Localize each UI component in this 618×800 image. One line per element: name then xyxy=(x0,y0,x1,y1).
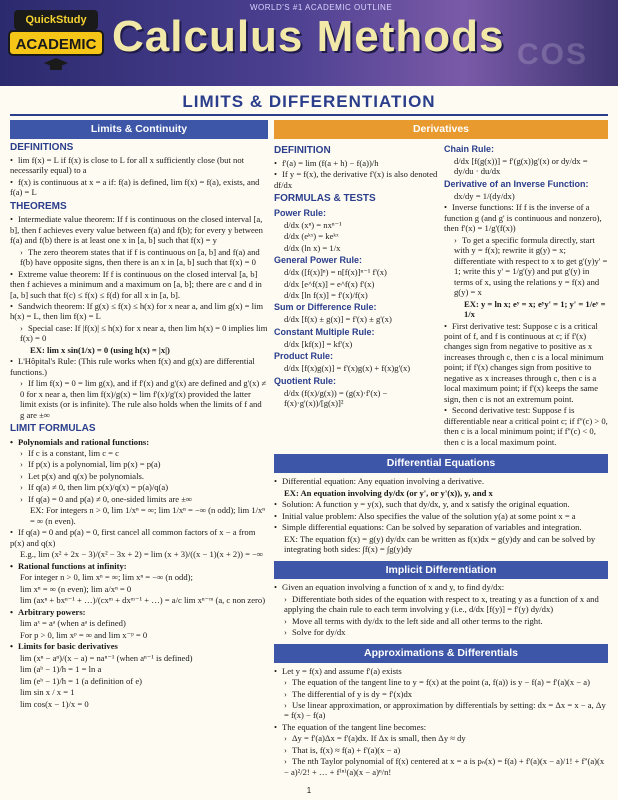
list-item: › Let p(x) and q(x) be polynomials. xyxy=(20,470,144,481)
list-item: › Δy = f'(a)Δx = f'(a)dx. If Δx is small, then Δy ≈ dy xyxy=(284,733,466,744)
formula: d/dx [f(x)g(x)] = f'(x)g(x) + f(x)g'(x) xyxy=(284,363,411,374)
derivatives-right xyxy=(444,142,608,449)
list-item: › Move all terms with dy/dx to the left side and all other terms to the right. xyxy=(284,615,543,626)
derivatives-left xyxy=(274,142,438,449)
list-item: lim aˣ = aᵃ (when aᵃ is defined) xyxy=(20,618,126,629)
formulas-heading: FORMULAS & TESTS xyxy=(274,193,376,205)
subtitle-rule xyxy=(10,114,608,116)
list-item: • Limits for basic derivatives xyxy=(10,641,118,652)
list-item: lim (aʰ − 1)/h = 1 = ln a xyxy=(20,664,102,675)
formula: d/dx [f(g(x))] = f'(g(x))g'(x) or dy/dx = dy/du · du/dx xyxy=(454,155,588,177)
page-subtitle: LIMITS & DIFFERENTIATION xyxy=(182,92,436,111)
section-implicit-differentiation: Implicit Differentiation xyxy=(274,561,608,580)
general-power-heading: General Power Rule: xyxy=(274,255,363,266)
constant-rule-heading: Constant Multiple Rule: xyxy=(274,326,375,337)
list-item: • Given an equation involving a function of x and y, to find dy/dx: xyxy=(274,582,505,593)
list-item: • First derivative test: Suppose c is a critical point of f, and f is continuous at c; if f'(x) changes sign from negative to positive as x increases through c, then c is a local minimum point; if f'(x) changes sign from positive to negative as x increases through c, then c is a local maximum point; if f'(x) keeps the same sign, then c is not an extremum point. xyxy=(444,320,604,404)
quotient-rule-heading: Quotient Rule: xyxy=(274,375,336,386)
list-item: › Use linear approximation, or approximation by differentials by setting: dx = Δx = x − a, Δy = f(x) − f(a) xyxy=(284,699,606,721)
list-item: lim (axⁿ + bxⁿ⁻¹ + …)/(cxᵐ + dxᵐ⁻¹ + …) = a/c lim xⁿ⁻ᵐ (a, c non zero) xyxy=(20,595,266,606)
list-item: EX: The equation f(x) = g(y) dy/dx can be written as f(x)dx = g(y)dy and can be solved by integrating both sides: ∫f(x) = ∫g(y)dy xyxy=(284,533,596,555)
list-item: lim xⁿ = ∞ (n even); lim a/xⁿ = 0 xyxy=(20,583,132,594)
list-item: • Simple differential equations: Can be solved by separation of variables and integration. xyxy=(274,522,582,533)
limit-formulas-heading: LIMIT FORMULAS xyxy=(10,423,96,435)
list-item: › The zero theorem states that if f is continuous on [a, b] and f(a) and f(b) have opposite signs, then there is an x in [a, b] such that f(x) = 0 xyxy=(20,246,260,268)
formula: d/dx (ln x) = 1/x xyxy=(284,242,341,253)
product-rule-heading: Product Rule: xyxy=(274,351,334,362)
formula: d/dx [ln f(x)] = f'(x)/f(x) xyxy=(284,289,368,300)
list-item: • Let y = f(x) and assume f'(a) exists xyxy=(274,665,402,676)
formula: d/dx [e^f(x)] = e^f(x) f'(x) xyxy=(284,278,375,289)
list-item: • Polynomials and rational functions: xyxy=(10,436,150,447)
list-item: › If c is a constant, lim c = c xyxy=(20,447,119,458)
graduation-cap-icon xyxy=(44,58,68,72)
list-item: • Rational functions at infinity: xyxy=(10,560,127,571)
list-item: › If q(a) ≠ 0, then lim p(x)/q(x) = p(a)/q(a) xyxy=(20,482,169,493)
list-item: • Differential equation: Any equation involving a derivative. xyxy=(274,476,484,487)
list-item: EX: y = ln x; eʸ = x; eʸy' = 1; y' = 1/eʸ = 1/x xyxy=(464,298,606,320)
formula: d/dx ([f(x)]ⁿ) = n[f(x)]ⁿ⁻¹ f'(x) xyxy=(284,267,387,278)
formula: d/dx (xⁿ) = nxⁿ⁻¹ xyxy=(284,219,342,230)
list-item: lim (eʰ − 1)/h = 1 (a definition of e) xyxy=(20,675,142,686)
section-derivatives: Derivatives xyxy=(274,120,608,139)
header-banner xyxy=(0,0,618,86)
list-item: › If q(a) = 0 and p(a) ≠ 0, one-sided limits are ±∞ xyxy=(20,493,193,504)
formula: d/dx (eᵏˣ) = keᵏˣ xyxy=(284,231,339,242)
list-item: • L'Hôpital's Rule: (This rule works when f(x) and g(x) are differential functions.) xyxy=(10,356,255,377)
list-item: • Extreme value theorem: If f is continuous on the closed interval [a, b] then f achieves a minimum and a maximum on [a, b]; there are c and d in [a, b] such that f(c) ≤ f(x) ≤ f(d) for all x in [a, b]. xyxy=(10,268,262,300)
list-item: • The equation of the tangent line becomes: xyxy=(274,721,427,732)
logo-main-text: ACADEMIC xyxy=(8,30,104,56)
list-item: • If y = f(x), the derivative f'(x) is also denoted df/dx xyxy=(274,169,438,190)
list-item: • lim f(x) = L if f(x) is close to L for all x sufficiently close (but not necessarily equal) to a xyxy=(10,154,245,176)
list-item: › The differential of y is dy = f'(x)dx xyxy=(284,688,413,699)
logo-top-text: QuickStudy xyxy=(14,10,98,30)
list-item: › To get a specific formula directly, start with y = f(x); rewrite it g(y) = x; differentiate with respect to x to get g'(y)y' = 1; write this y' = 1/g'(y) and put g'(y) in terms of x, using the relations y = f(x) and g(y) = x xyxy=(454,234,608,298)
derivatives-body xyxy=(274,142,608,449)
banner-decoration: COS xyxy=(516,38,588,71)
list-item: › The equation of the tangent line to y = f(x) at the point (a, f(a)) is y − f(a) = f'(a)(x − a) xyxy=(284,677,590,688)
list-item: • Intermediate value theorem: If f is continuous on the closed interval [a, b], then f achieves every value between f(a) and f(b); for every y between f(a) and f(b) there is at least one x in [a, b] such that f(x) = y xyxy=(10,214,263,246)
page-title: Calculus Methods xyxy=(112,12,505,61)
list-item: • Solution: A function y = y(x), such that dy/dx, y, and x satisfy the original equation. xyxy=(274,499,570,510)
list-item: › Solve for dy/dx xyxy=(284,627,346,638)
list-item: › Special case: If |f(x)| ≤ h(x) for x near a, then lim h(x) = 0 implies lim f(x) = 0 xyxy=(20,322,268,344)
list-item: For integer n > 0, lim xⁿ = ∞; lim xⁿ = −∞ (n odd); xyxy=(20,572,193,583)
list-item: • Sandwich theorem: If g(x) ≤ f(x) ≤ h(x) for x near a, and lim g(x) = lim h(x) = L, then lim f(x) = L xyxy=(10,300,264,322)
section-limits-continuity: Limits & Continuity xyxy=(10,120,268,139)
formula: d/dx [kf(x)] = kf'(x) xyxy=(284,338,353,349)
section-differential-equations: Differential Equations xyxy=(274,454,608,473)
list-item: • Inverse functions: If f is the inverse of a function g (and g' is continuous and nonzero), then f'(x) = 1/g'(f(x)) xyxy=(444,202,602,234)
formula: d/dx (f(x)/g(x)) = (g(x)·f'(x) − f(x)·g'(x))/[g(x)]² xyxy=(284,387,388,409)
list-item: lim sin x / x = 1 xyxy=(20,687,75,698)
list-item: • f'(a) = lim (f(a + h) − f(a))/h xyxy=(274,157,379,168)
definition-heading: DEFINITION xyxy=(274,144,331,156)
right-column xyxy=(274,120,608,778)
quickstudy-logo xyxy=(8,6,104,76)
list-item: • Second derivative test: Suppose f is differentiable near a critical point c; if f''(c) > 0, then c is a local minimum point; if f''(c) < 0, then c is a local maximum point. xyxy=(444,405,608,447)
theorems-heading: THEOREMS xyxy=(10,200,67,212)
sum-rule-heading: Sum or Difference Rule: xyxy=(274,302,377,313)
tagline: WORLD'S #1 ACADEMIC OUTLINE xyxy=(250,3,393,12)
list-item: • Initial value problem: Also specifies the value of the solution y(a) at some point x = a xyxy=(274,510,576,521)
list-item: › Differentiate both sides of the equation with respect to x, treating y as a function of x and applying the chain rule to each term involving y (i.e., d/dx [f(y)] = f'(y) dy/dx) xyxy=(284,593,599,615)
section-approximations: Approximations & Differentials xyxy=(274,644,608,663)
list-item: EX: For integers n > 0, lim 1/xⁿ = ∞; lim 1/xⁿ = −∞ (n odd); lim 1/xⁿ = ∞ (n even). xyxy=(30,505,266,526)
list-item: • Arbitrary powers: xyxy=(10,606,86,617)
list-item: › If lim f(x) = 0 = lim g(x), and if f'(x) and g'(x) are defined and g'(x) ≠ 0 for x near a, then lim f(x)/g(x) = lim f'(x)/g'(x) provided the latter limit exists (or is infinite). The rule also holds when the limits of f and g are ±∞ xyxy=(20,378,267,420)
formula: d/dx [f(x) ± g(x)] = f'(x) ± g'(x) xyxy=(284,314,392,325)
left-column xyxy=(10,120,268,710)
list-item: EX: lim x sin(1/x) = 0 (using h(x) = |x|) xyxy=(30,344,170,355)
list-item: lim cos(x − 1)/x = 0 xyxy=(20,698,89,709)
list-item: • f(x) is continuous at x = a if: f(a) is defined, lim f(x) = f(a), exists, and f(a) = L xyxy=(10,176,260,198)
power-rule-heading: Power Rule: xyxy=(274,207,327,218)
list-item: • If q(a) = 0 and p(a) = 0, first cancel all common factors of x − a from p(x) and q(x) xyxy=(10,527,256,548)
list-item: EX: An equation involving dy/dx (or y', or y'(x)), y, and x xyxy=(284,487,493,498)
definitions-heading: DEFINITIONS xyxy=(10,141,74,153)
list-item: › If p(x) is a polynomial, lim p(x) = p(a) xyxy=(20,459,161,470)
inverse-heading: Derivative of an Inverse Function: xyxy=(444,178,589,189)
chain-rule-heading: Chain Rule: xyxy=(444,143,495,154)
list-item: For p > 0, lim xᵖ = ∞ and lim x⁻ᵖ = 0 xyxy=(20,629,148,640)
list-item: › That is, f(x) ≈ f(a) + f'(a)(x − a) xyxy=(284,744,401,755)
formula: dx/dy = 1/(dy/dx) xyxy=(454,190,515,201)
page-number: 1 xyxy=(306,786,312,795)
list-item: E.g., lim (x² + 2x − 3)/(x² − 3x + 2) = lim (x + 3)/((x − 1)(x + 2)) = −∞ xyxy=(20,549,264,560)
list-item: lim (xⁿ − aⁿ)/(x − a) = naⁿ⁻¹ (when aⁿ⁻¹ is defined) xyxy=(20,652,193,663)
list-item: › The nth Taylor polynomial of f(x) centered at x = a is pₙ(x) = f(a) + f'(a)(x − a)/1! + f''(a)(x − a)²/2! + … + f⁽ⁿ⁾(a)(x − a)ⁿ/n! xyxy=(284,756,605,777)
